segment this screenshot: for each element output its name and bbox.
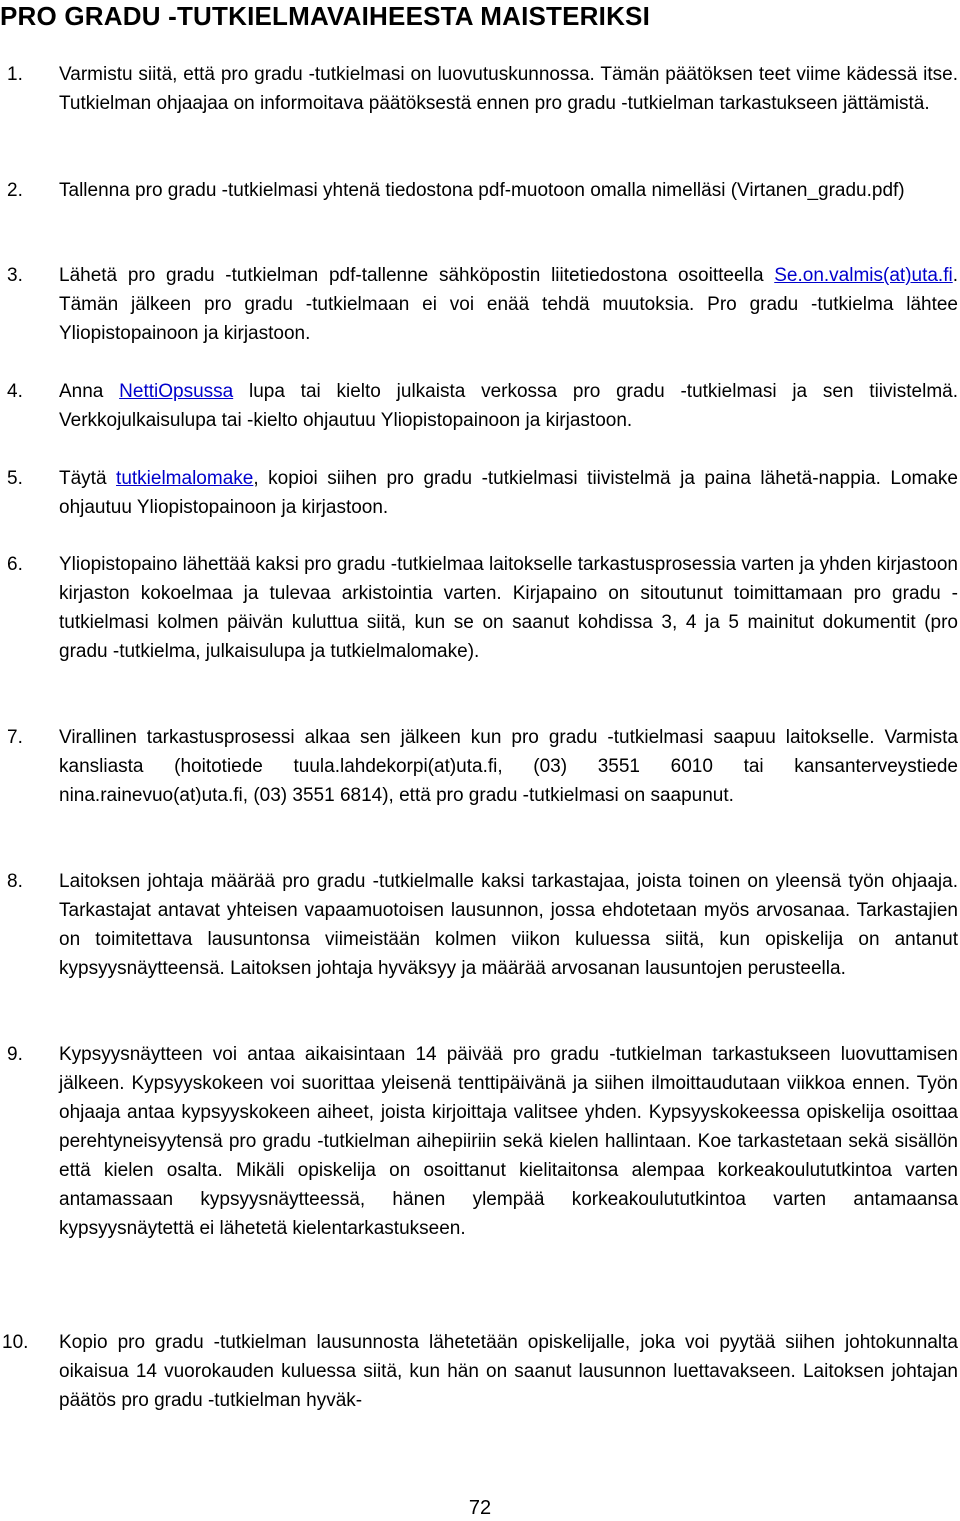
item-text-segment: . Tämän jälkeen pro gradu -tutkielmaan ei voi enää tehdä muutoksia. Pro gradu -tutkielma lähtee Yliopistopainoon ja kirjastoon. bbox=[59, 265, 958, 344]
item-number: 3. bbox=[7, 265, 23, 286]
item-text: Kopio pro gradu -tutkielman lausunnosta lähetetään opiskelijalle, joka voi pyytää siihen johtokunnalta oikaisua 14 vuorokauden kuluessa siitä, kun hän on saanut lausunnon luettavakseen. Laitoksen johtajan päätös pro gradu -tutkielman hyväk- bbox=[59, 1332, 958, 1411]
item-text-segment: Täytä bbox=[59, 468, 117, 489]
item-text: Yliopistopaino lähettää kaksi pro gradu -tutkielmaa laitokselle tarkastusprosessia varten ja yhden kirjastoon kirjaston kokoelmaa ja tulevaa arkistointia varten. Kirjapaino on sitoutunut toimittamaan pro gradu -tutkielmasi kolmen päivän kuluttua siitä, kun se on saanut kohdissa 3, 4 ja 5 mainitut dokumentit (pro gradu -tutkielma, julkaisulupa ja tutkielmalomake). bbox=[59, 554, 958, 662]
item-number: 4. bbox=[7, 381, 23, 402]
item-number: 2. bbox=[7, 180, 23, 201]
list-item bbox=[0, 464, 958, 522]
item-text: Virallinen tarkastusprosessi alkaa sen jälkeen kun pro gradu -tutkielmasi saapuu laitokselle. Varmista kansliasta (hoitotiede tuula.lahdekorpi(at)uta.fi, (03) 3551 6010 tai kansanterveystiede nina.rainevuo(at)uta.fi, (03) 3551 6814), että pro gradu -tutkielmasi on saapunut. bbox=[59, 727, 958, 806]
page-number: 72 bbox=[468, 1497, 492, 1519]
item-text-segment: lupa tai kielto julkaista verkossa pro gradu -tutkielmasi ja sen tiivistelmä. Verkkojulkaisulupa tai -kielto ohjautuu Yliopistopainoon ja kirjastoon. bbox=[59, 381, 958, 431]
list-item bbox=[0, 261, 958, 348]
item-text bbox=[59, 464, 958, 522]
item-number: 9. bbox=[7, 1044, 23, 1065]
item-text: Tallenna pro gradu -tutkielmasi yhtenä tiedostona pdf-muotoon omalla nimelläsi (Virtanen_gradu.pdf) bbox=[59, 180, 905, 201]
list-item bbox=[0, 867, 958, 983]
item-text: Laitoksen johtaja määrää pro gradu -tutkielmalle kaksi tarkastajaa, joista toinen on yleensä työn ohjaaja. Tarkastajat antavat yhteisen vapaamuotoisen lausunnon, jossa ehdotetaan myös arvosanaa. Tarkastajien on toimitettava lausuntonsa viimeistään kolmen viikon kuluessa siitä, kun opiskelija on antanut kypsyysnäytteensä. Laitoksen johtaja hyväksyy ja määrää arvosanan lausuntojen perusteella. bbox=[59, 871, 958, 979]
item-text bbox=[59, 261, 958, 348]
list-item bbox=[0, 723, 958, 810]
list-item bbox=[0, 550, 958, 666]
list-item bbox=[0, 176, 958, 205]
item-text: Kypsyysnäytteen voi antaa aikaisintaan 14 päivää pro gradu -tutkielman tarkastukseen luovuttamisen jälkeen. Kypsyyskokeen voi suorittaa yleisenä tenttipäivänä ja siihen ilmoittaudutaan viikkoa ennen. Työn ohjaaja antaa kypsyyskokeen aiheet, joista kirjoittaja valitsee yhden. Kypsyyskokeessa opiskelija osoittaa perehtyneisyytensä pro gradu -tutkielman aihepiiriin sekä kielen hallintaan. Koe tarkastetaan sekä sisällön että kielen osalta. Mikäli opiskelija on osoittanut kielitaitonsa alempaa korkeakoulututkintoa varten antamassaan kypsyysnäytteessä, hänen ylempää korkeakoulututkintoa varten antamaansa kypsyysnäytettä ei lähetetä kielentarkastukseen. bbox=[59, 1044, 958, 1239]
item-number: 8. bbox=[7, 871, 23, 892]
item-number: 7. bbox=[7, 727, 23, 748]
item-number: 5. bbox=[7, 468, 23, 489]
item-text: Varmistu siitä, että pro gradu -tutkielmasi on luovutuskunnossa. Tämän päätöksen teet viime kädessä itse. Tutkielman ohjaajaa on informoitava päätöksestä ennen pro gradu -tutkielman tarkastukseen jättämistä. bbox=[59, 64, 958, 114]
list-item bbox=[0, 1328, 958, 1415]
item-text-segment: , kopioi siihen pro gradu -tutkielmasi tiivistelmä ja paina lähetä-nappia. Lomake ohjautuu Yliopistopainoon ja kirjastoon. bbox=[59, 468, 958, 518]
nettiopsu-link[interactable]: NettiOpsussa bbox=[119, 381, 234, 402]
item-number: 6. bbox=[7, 554, 23, 575]
item-text-segment: Anna bbox=[59, 381, 120, 402]
page-title: PRO GRADU -TUTKIELMAVAIHEESTA MAISTERIKSI bbox=[0, 1, 651, 31]
list-item bbox=[0, 60, 958, 118]
item-number: 1. bbox=[7, 64, 23, 85]
list-item bbox=[0, 1040, 958, 1243]
item-text-segment: Lähetä pro gradu -tutkielman pdf-tallenne sähköpostin liitetiedostona osoitteella bbox=[59, 265, 775, 286]
item-number: 10. bbox=[2, 1332, 29, 1353]
tutkielmalomake-link[interactable]: tutkielmalomake bbox=[116, 468, 254, 489]
item-text bbox=[59, 377, 958, 435]
list-item bbox=[0, 377, 958, 435]
email-link[interactable]: Se.on.valmis(at)uta.fi bbox=[774, 265, 953, 286]
